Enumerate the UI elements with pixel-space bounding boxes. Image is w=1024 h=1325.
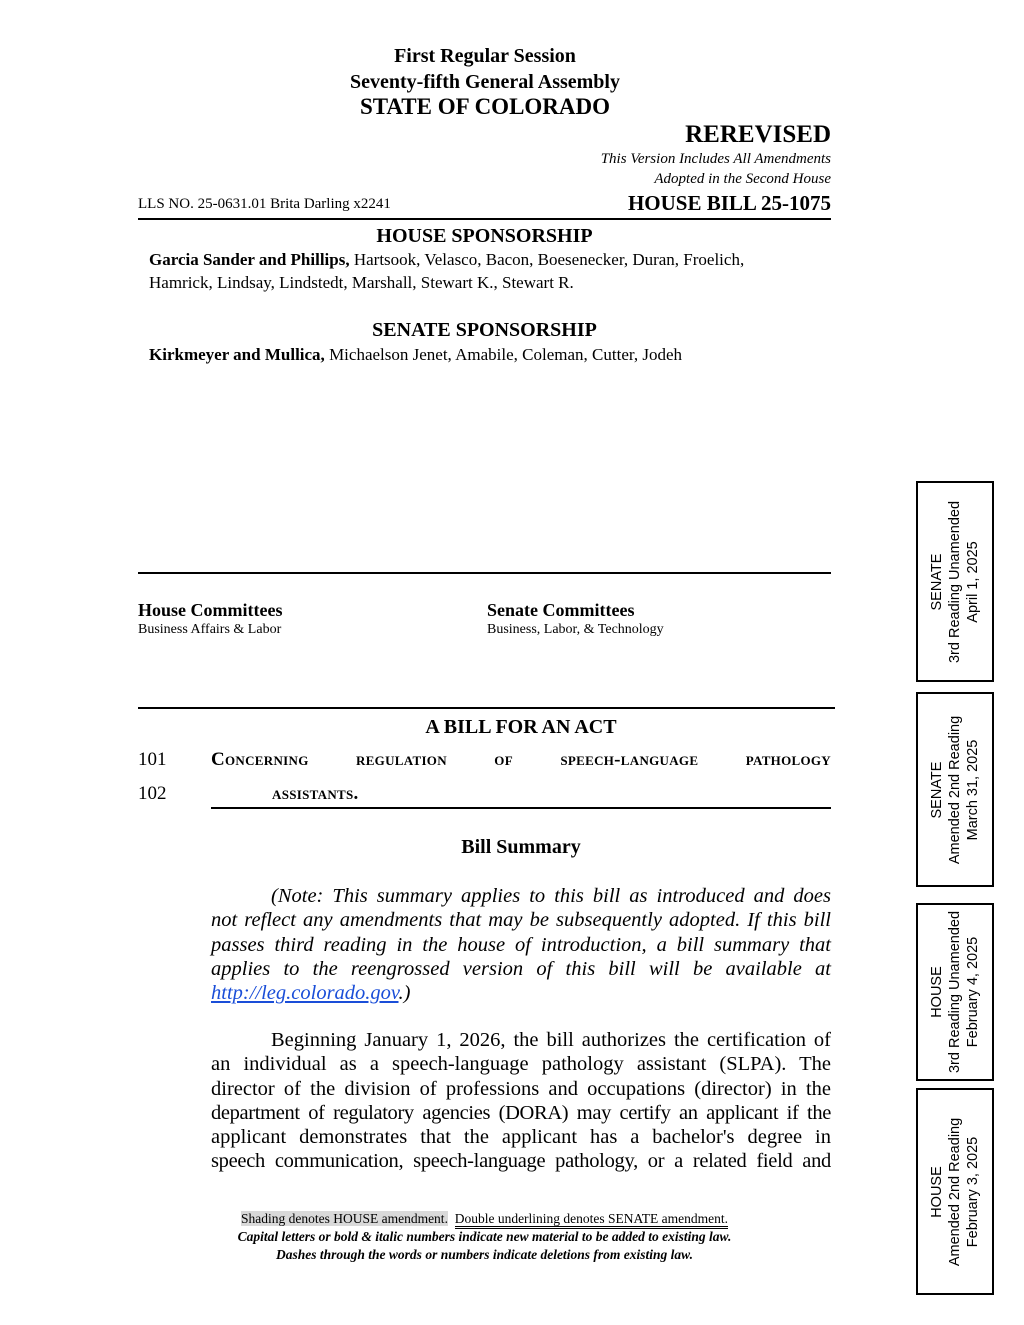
note-line: applies to the reengrossed version of this bill will be available at	[211, 957, 831, 980]
stamp-house-2nd-reading	[916, 1088, 994, 1295]
note-end: .)	[398, 982, 411, 1005]
stamp-text	[928, 500, 982, 662]
body-line: speech communication, speech-language pathology, or a related field and	[211, 1150, 831, 1173]
line-number-102: 102	[138, 783, 167, 804]
senate-committees-list: Business, Labor, & Technology	[487, 622, 664, 637]
senate-committees-heading: Senate Committees	[487, 600, 635, 620]
stamp-house-3rd-reading	[916, 903, 994, 1081]
senate-primary-sponsors: Kirkmeyer and Mullica,	[149, 345, 325, 364]
house-sponsors-line-1	[149, 250, 744, 270]
stamp-date: March 31, 2025	[965, 739, 981, 840]
act-title-line-2: assistants.	[272, 783, 359, 804]
stamp-chamber: HOUSE	[929, 1165, 945, 1218]
session-title: First Regular Session	[394, 45, 576, 67]
shading-legend: Shading denotes HOUSE amendment.	[240, 1211, 448, 1226]
leg-colorado-link[interactable]: http://leg.colorado.gov	[211, 982, 399, 1005]
body-line: director of the division of professions and occupations (director) in the	[211, 1077, 831, 1100]
version-note-1: This Version Includes All Amendments	[600, 151, 831, 167]
body-line: department of regulatory agencies (DORA) may certify an applicant if the	[211, 1101, 831, 1124]
stamp-date: February 4, 2025	[965, 936, 981, 1048]
version-note-2: Adopted in the Second House	[654, 171, 831, 187]
house-primary-sponsors: Garcia Sander and Phillips,	[149, 250, 350, 269]
body-line: an individual as a speech-language pathology assistant (SLPA). The	[211, 1053, 831, 1076]
footer-legend-3: Dashes through the words or numbers indicate deletions from existing law.	[276, 1247, 693, 1262]
stamp-senate-3rd-reading	[916, 481, 994, 682]
footer-legend-1	[138, 1211, 831, 1227]
body-line: Beginning January 1, 2026, the bill authorizes the certification of	[271, 1029, 831, 1051]
stamp-chamber: SENATE	[929, 553, 945, 610]
state-title: STATE OF COLORADO	[359, 94, 611, 119]
stamp-action: 3rd Reading Unamended	[947, 500, 963, 663]
stamp-action: Amended 2nd Reading	[947, 1117, 963, 1266]
note-line: not reflect any amendments that may be subsequently adopted. If this bill	[211, 909, 831, 932]
act-title-line-1: Concerning regulation of speech-language pathology	[211, 749, 831, 770]
summary-note	[211, 884, 831, 1005]
stamp-date: April 1, 2025	[965, 540, 981, 623]
header-rule	[138, 218, 831, 220]
stamp-chamber: SENATE	[929, 761, 945, 818]
senate-cosponsors: Michaelson Jenet, Amabile, Coleman, Cutter, Jodeh	[324, 345, 683, 364]
committees-rule	[138, 572, 831, 574]
note-link-line	[211, 981, 831, 1005]
bill-number: HOUSE BILL 25-1075	[627, 191, 831, 215]
house-sponsorship-heading: HOUSE SPONSORSHIP	[376, 225, 593, 247]
stamp-date: February 3, 2025	[965, 1136, 981, 1247]
act-rule	[138, 707, 835, 709]
stamp-senate-2nd-reading	[916, 692, 994, 887]
stamp-text	[928, 911, 982, 1073]
stamp-text	[928, 1117, 982, 1265]
summary-body	[211, 1028, 831, 1174]
body-line: applicant demonstrates that the applicant has a bachelor's degree in	[211, 1126, 831, 1149]
act-heading: A BILL FOR AN ACT	[425, 716, 617, 738]
senate-sponsors-line	[149, 345, 682, 365]
house-cosponsors-2: Hamrick, Lindsay, Lindstedt, Marshall, Stewart K., Stewart R.	[149, 273, 574, 292]
stamp-chamber: HOUSE	[929, 966, 945, 1018]
note-line: passes third reading in the house of introduction, a bill summary that	[211, 933, 831, 956]
line-number-101: 101	[138, 749, 167, 770]
house-committees-list: Business Affairs & Labor	[138, 622, 282, 637]
stamp-text	[928, 715, 982, 863]
assembly-title: Seventy-fifth General Assembly	[350, 71, 620, 93]
house-cosponsors-1: Hartsook, Velasco, Bacon, Boesenecker, Duran, Froelich,	[349, 250, 745, 269]
version-title: REREVISED	[685, 121, 831, 148]
note-line: (Note: This summary applies to this bill as introduced and does	[271, 885, 831, 907]
lls-number: LLS NO. 25-0631.01 Brita Darling x2241	[138, 196, 391, 212]
footer-legend-2: Capital letters or bold & italic numbers indicate new material to be added to existing law.	[237, 1229, 732, 1244]
senate-sponsorship-heading: SENATE SPONSORSHIP	[372, 319, 597, 341]
act-title-rule	[211, 807, 831, 809]
house-committees-heading: House Committees	[138, 600, 283, 620]
stamp-action: Amended 2nd Reading	[947, 715, 963, 864]
stamp-action: 3rd Reading Unamended	[947, 910, 963, 1074]
underlining-legend: Double underlining denotes SENATE amendment.	[455, 1211, 728, 1229]
summary-heading: Bill Summary	[461, 836, 581, 858]
